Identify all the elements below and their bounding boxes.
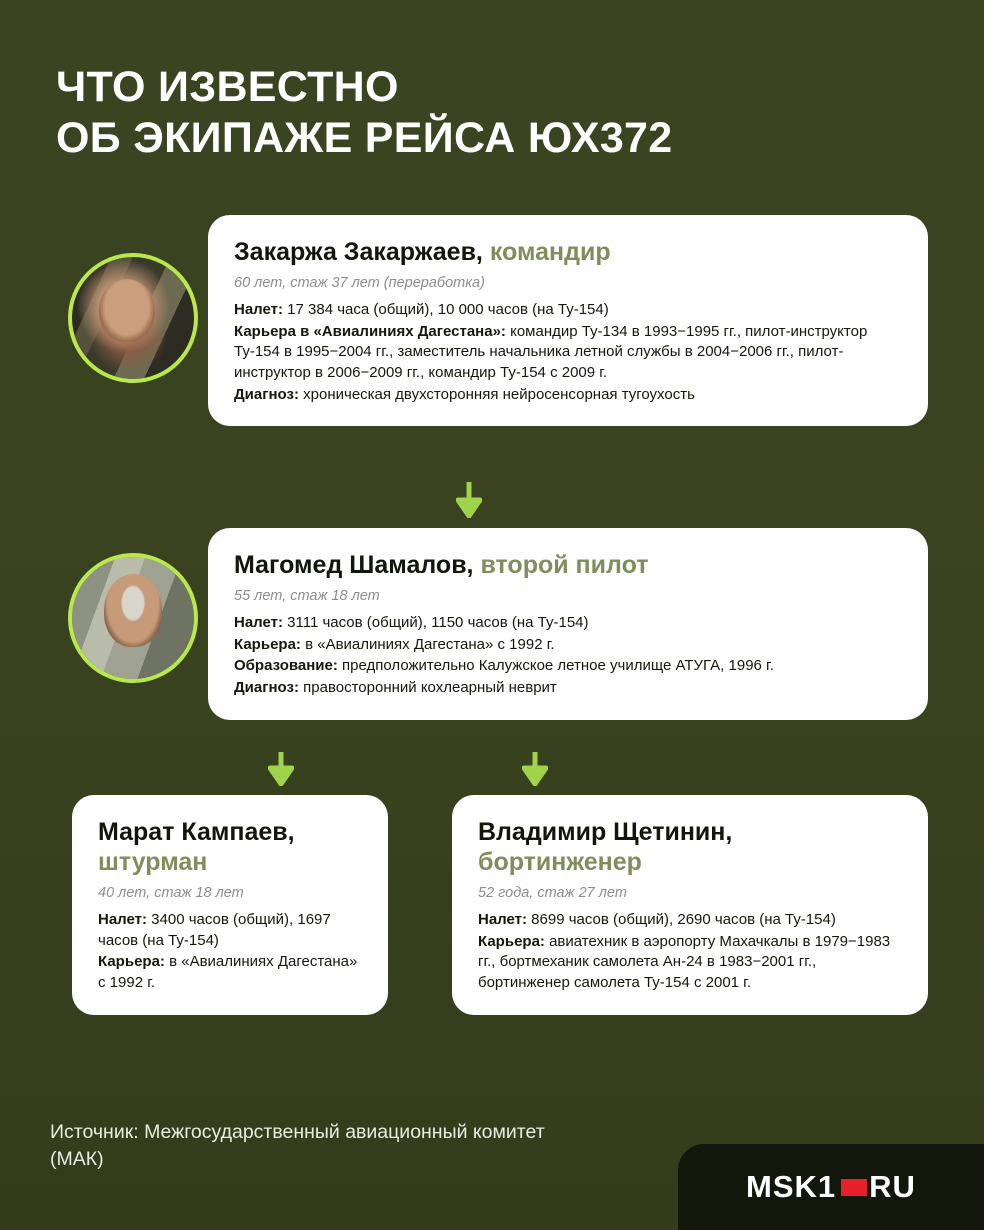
avatar-photo — [72, 257, 194, 379]
detail-row — [234, 322, 902, 384]
detail-label: Диагноз: — [234, 385, 299, 403]
detail-row — [234, 300, 902, 321]
detail-label: Карьера: — [478, 932, 545, 950]
detail-value: командир Ту-134 в 1993−1995 гг., пилот-инструктор Ту-154 в 1995−2004 гг., заместитель начальника летной службы в 2004−2006 гг., пилот-инструктор в 2006−2009 гг., командир Ту-154 с 2009 г. — [234, 322, 868, 382]
crew-name-text: Марат Кампаев, — [98, 818, 295, 846]
detail-value: в «Авиалиниях Дагестана» с 1992 г. — [300, 635, 555, 653]
crew-details — [98, 910, 362, 994]
detail-value: в «Авиалиниях Дагестана» с 1992 г. — [98, 953, 358, 992]
arrow-down-icon — [522, 752, 548, 786]
logo-msk1: MSK1 — [746, 1169, 837, 1204]
detail-label: Налет: — [98, 911, 147, 928]
crew-age-experience: 60 лет, стаж 37 лет (переработка) — [234, 275, 485, 291]
title-line-1: ЧТО ИЗВЕСТНО — [56, 63, 399, 111]
detail-value: 3111 часов (общий), 1150 часов (на Ту-154) — [283, 614, 589, 631]
crew-name — [234, 237, 902, 267]
arrow-down-icon — [456, 482, 482, 518]
page-title — [56, 62, 944, 163]
logo-ru: RU — [869, 1169, 916, 1204]
detail-label: Образование: — [234, 657, 338, 675]
crew-role: второй пилот — [480, 551, 649, 579]
detail-row — [478, 910, 902, 931]
logo-red-block — [841, 1179, 867, 1196]
detail-label: Налет: — [234, 614, 283, 631]
footer-bar — [678, 1144, 984, 1230]
crew-age-experience: 55 лет, стаж 18 лет — [234, 588, 380, 604]
crew-name — [234, 550, 902, 580]
detail-label: Налет: — [478, 911, 527, 928]
crew-card-navigator — [72, 795, 388, 1015]
crew-name — [98, 817, 362, 877]
detail-row — [478, 932, 902, 994]
detail-row — [234, 678, 902, 699]
detail-value: 8699 часов (общий), 2690 часов (на Ту-154) — [527, 911, 836, 928]
crew-role: бортинженер — [478, 848, 642, 876]
detail-row — [234, 385, 902, 406]
detail-value: правосторонний кохлеарный неврит — [298, 679, 557, 697]
crew-details — [234, 300, 902, 405]
detail-row — [234, 613, 902, 634]
detail-value: авиатехник в аэропорту Махачкалы в 1979−1983 гг., бортмеханик самолета Ан-24 в 1983−2001 гг., бортинженер самолета Ту-154 с 2001 г. — [478, 932, 891, 992]
detail-label: Карьера: — [98, 953, 165, 971]
detail-row — [234, 656, 902, 677]
crew-age-experience: 40 лет, стаж 18 лет — [98, 885, 244, 901]
crew-name-text: Магомед Шамалов, — [234, 551, 474, 579]
avatar-second-pilot — [68, 553, 198, 683]
crew-card-captain — [208, 215, 928, 426]
crew-details — [234, 613, 902, 699]
detail-label: Диагноз: — [234, 679, 299, 697]
detail-label: Карьера: — [234, 635, 301, 653]
crew-details — [478, 910, 902, 994]
crew-name-text: Владимир Щетинин, — [478, 818, 733, 846]
detail-value: хроническая двухсторонняя нейросенсорная тугоухость — [298, 385, 695, 403]
crew-card-second-pilot — [208, 528, 928, 720]
detail-row — [98, 910, 362, 951]
source-note: Источник: Межгосударственный авиационный комитет (МАК) — [50, 1121, 545, 1170]
crew-age-experience: 52 года, стаж 27 лет — [478, 885, 627, 901]
detail-label: Карьера в «Авиалиниях Дагестана»: — [234, 322, 506, 340]
detail-row — [98, 952, 362, 993]
logo — [746, 1169, 916, 1205]
crew-name-text: Закаржа Закаржаев, — [234, 238, 483, 266]
avatar-captain — [68, 253, 198, 383]
detail-value: 3400 часов (общий), 1697 часов (на Ту-154) — [98, 911, 331, 949]
detail-label: Налет: — [234, 301, 283, 318]
arrow-down-icon — [268, 752, 294, 786]
crew-card-flight-engineer — [452, 795, 928, 1015]
title-line-2: ОБ ЭКИПАЖЕ РЕЙСА ЮХ372 — [56, 113, 673, 162]
crew-role: штурман — [98, 848, 208, 876]
avatar-photo — [72, 557, 194, 679]
detail-value: предположительно Калужское летное училище АТУГА, 1996 г. — [337, 657, 774, 675]
detail-value: 17 384 часа (общий), 10 000 часов (на Ту-154) — [283, 301, 609, 318]
crew-name — [478, 817, 902, 877]
detail-row — [234, 635, 902, 656]
crew-role: командир — [489, 238, 611, 266]
